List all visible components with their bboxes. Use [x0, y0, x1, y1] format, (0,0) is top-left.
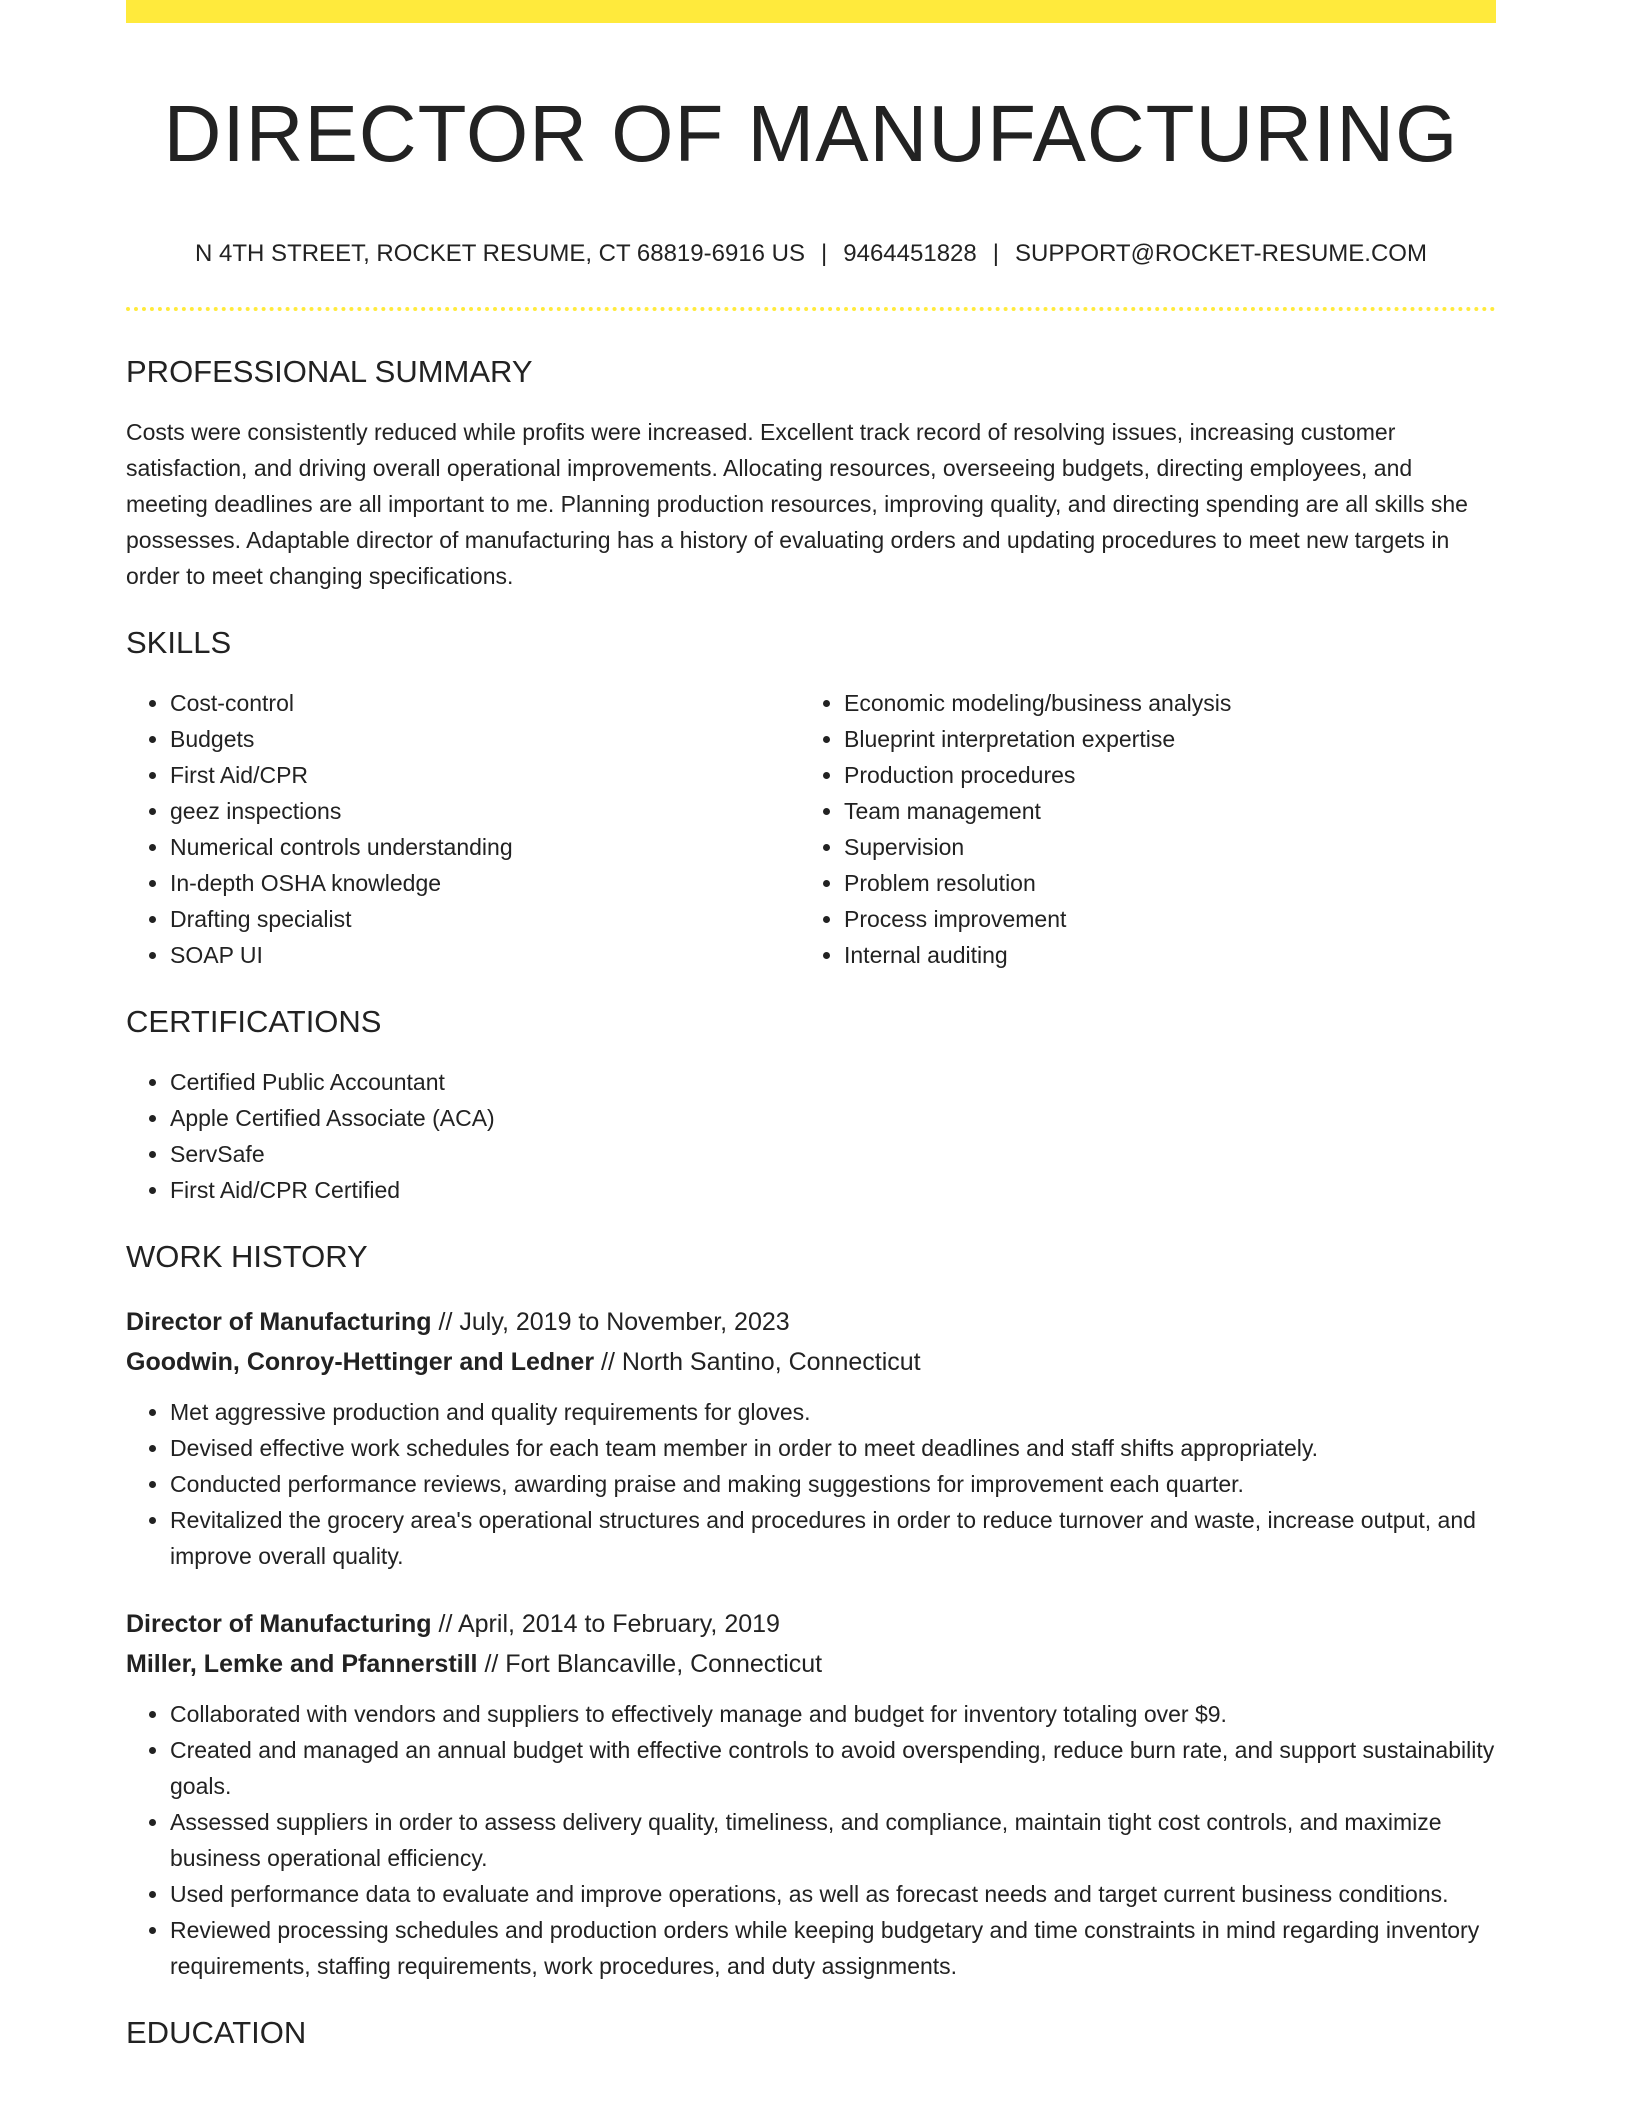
resume-title: DIRECTOR OF MANUFACTURING	[163, 89, 1459, 178]
contact-separator: |	[821, 240, 828, 267]
skill-item: • Cost-control	[170, 685, 800, 721]
job-role-line	[126, 1302, 1496, 1342]
skill-item: • Process improvement	[844, 901, 1474, 937]
skills-columns	[126, 685, 1496, 973]
skill-item: • Budgets	[170, 721, 800, 757]
job-company-line	[126, 1342, 1496, 1382]
job-bullet: • Conducted performance reviews, awarding praise and making suggestions for improvement each quarter.	[170, 1466, 1496, 1502]
job-bullet: • Met aggressive production and quality requirements for gloves.	[170, 1394, 1496, 1430]
job-company: Miller, Lemke and Pfannerstill	[126, 1649, 478, 1678]
contact-email: SUPPORT@ROCKET-RESUME.COM	[1014, 240, 1427, 267]
skill-item: • Internal auditing	[844, 937, 1474, 973]
skill-item: • In-depth OSHA knowledge	[170, 865, 800, 901]
skill-item: • Team management	[844, 793, 1474, 829]
certifications-list	[126, 1064, 1496, 1208]
job-bullets	[126, 1696, 1496, 1984]
job-bullet: • Used performance data to evaluate and improve operations, as well as forecast needs and target current business conditions.	[170, 1876, 1496, 1912]
certification-item: • Certified Public Accountant	[170, 1064, 1496, 1100]
job-bullet: • Created and managed an annual budget with effective controls to avoid overspending, reduce burn rate, and support sustainability goals.	[170, 1732, 1496, 1804]
summary-text: Costs were consistently reduced while profits were increased. Excellent track record of resolving issues, increasing customer satisfaction, and driving overall operational improvements. Allocating resources, overseeing budgets, directing employees, and meeting deadlines are all important to me. Planning production resources, improving quality, and directing spending are all skills she possesses. Adaptable director of manufacturing has a history of evaluating orders and updating procedures to meet new targets in order to meet changing specifications.	[126, 418, 1468, 589]
summary-heading: PROFESSIONAL SUMMARY	[126, 353, 533, 389]
contact-separator: |	[992, 240, 999, 267]
skill-item: • Numerical controls understanding	[170, 829, 800, 865]
skills-list-left	[126, 685, 800, 973]
education-heading: EDUCATION	[126, 2014, 307, 2050]
job-bullet: • Revitalized the grocery area's operational structures and procedures in order to reduce turnover and waste, increase output, and improve overall quality.	[170, 1502, 1496, 1574]
skills-column-left	[126, 685, 800, 973]
resume-content	[126, 23, 1496, 2051]
job-bullet: • Assessed suppliers in order to assess delivery quality, timeliness, and compliance, maintain tight cost controls, and maximize business operational efficiency.	[170, 1804, 1496, 1876]
skill-item: • Supervision	[844, 829, 1474, 865]
job-role: Director of Manufacturing	[126, 1307, 432, 1336]
job-location: // Fort Blancaville, Connecticut	[477, 1649, 823, 1678]
certifications-heading: CERTIFICATIONS	[126, 1004, 382, 1040]
job-location: // North Santino, Connecticut	[594, 1347, 921, 1376]
contact-phone: 9464451828	[843, 240, 977, 267]
contact-address: N 4TH STREET, ROCKET RESUME, CT 68819-6916 US	[195, 240, 806, 267]
skills-heading: SKILLS	[126, 624, 232, 660]
job-dates: // April, 2014 to February, 2019	[431, 1609, 780, 1638]
skill-item: • geez inspections	[170, 793, 800, 829]
skills-column-right	[800, 685, 1474, 973]
skill-item: • First Aid/CPR	[170, 757, 800, 793]
job-dates: // July, 2019 to November, 2023	[431, 1307, 790, 1336]
skill-item: • Problem resolution	[844, 865, 1474, 901]
contact-line	[126, 240, 1496, 269]
skill-item: • Blueprint interpretation expertise	[844, 721, 1474, 757]
certification-item: • First Aid/CPR Certified	[170, 1172, 1496, 1208]
job-bullet: • Reviewed processing schedules and production orders while keeping budgetary and time constraints in mind regarding inventory requirements, staffing requirements, work procedures, and duty assignments.	[170, 1912, 1496, 1984]
skills-list-right	[800, 685, 1474, 973]
job-role-line	[126, 1604, 1496, 1644]
job-company: Goodwin, Conroy-Hettinger and Ledner	[126, 1347, 595, 1376]
skill-item: • Economic modeling/business analysis	[844, 685, 1474, 721]
job-entry	[126, 1604, 1496, 1984]
job-entry	[126, 1302, 1496, 1574]
work-history-heading: WORK HISTORY	[126, 1239, 368, 1275]
job-role: Director of Manufacturing	[126, 1609, 432, 1638]
job-company-line	[126, 1644, 1496, 1684]
job-bullets	[126, 1394, 1496, 1574]
dotted-divider	[126, 307, 1496, 311]
skill-item: • Drafting specialist	[170, 901, 800, 937]
job-bullet: • Devised effective work schedules for each team member in order to meet deadlines and staff shifts appropriately.	[170, 1430, 1496, 1466]
top-accent-bar	[126, 0, 1496, 23]
certification-item: • Apple Certified Associate (ACA)	[170, 1100, 1496, 1136]
certification-item: • ServSafe	[170, 1136, 1496, 1172]
job-bullet: • Collaborated with vendors and suppliers to effectively manage and budget for inventory totaling over $9.	[170, 1696, 1496, 1732]
skill-item: • Production procedures	[844, 757, 1474, 793]
skill-item: • SOAP UI	[170, 937, 800, 973]
